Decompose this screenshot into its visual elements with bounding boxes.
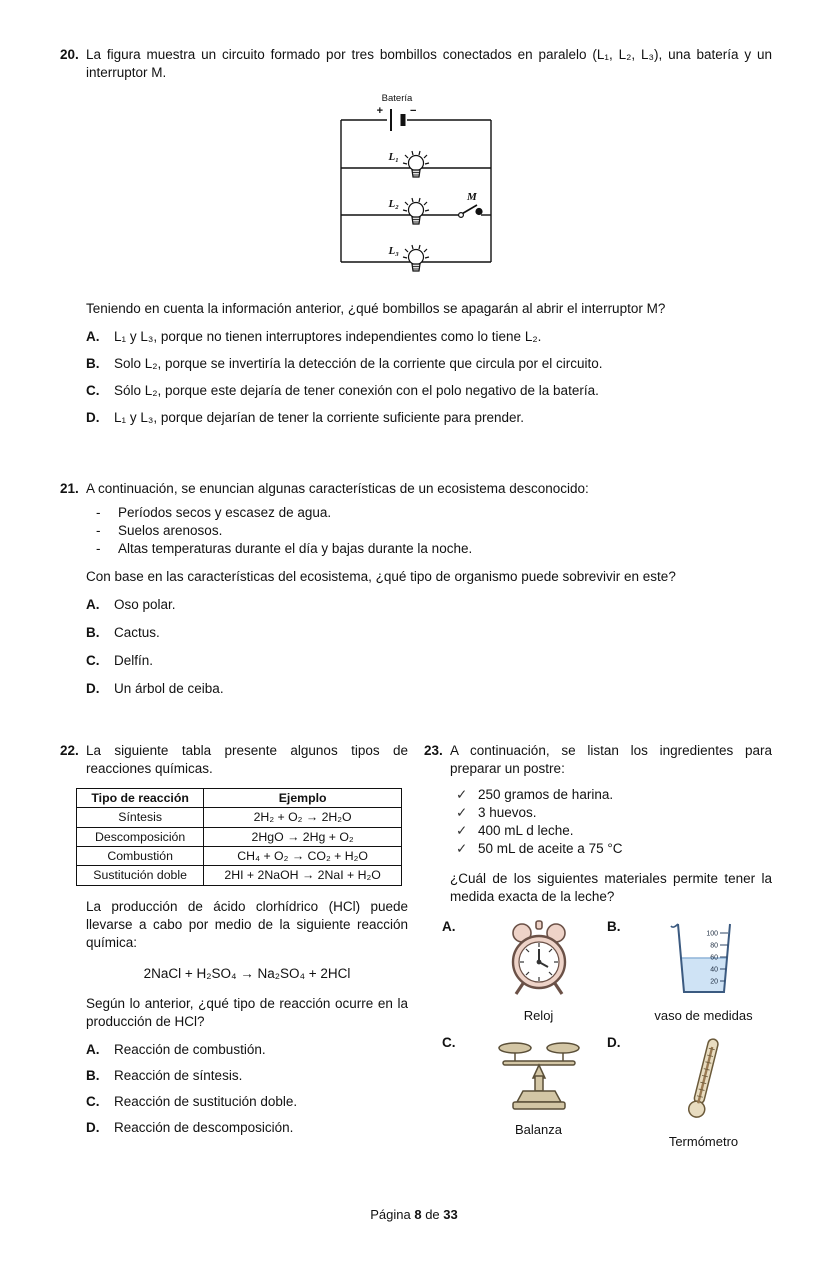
battery-minus-label: − <box>410 104 417 117</box>
checklist-item <box>456 840 772 858</box>
option-b <box>86 1067 408 1085</box>
question-20-options <box>86 328 772 427</box>
checklist-text: 250 gramos de harina. <box>478 786 614 802</box>
material-option-b <box>607 918 772 1024</box>
question-intro: La siguiente tabla presente algunos tipos de reacciones químicas. <box>86 743 408 776</box>
list-item <box>96 504 772 522</box>
material-caption: Reloj <box>523 1008 554 1024</box>
cup-scale-40: 40 <box>709 966 718 974</box>
reaction-type: Síntesis <box>77 808 204 827</box>
question-number: 21. <box>60 481 79 496</box>
reaction-example: 2HI + 2NaOH → 2NaI + H₂O <box>204 866 402 885</box>
option-text: Reacción de descomposición. <box>114 1120 294 1136</box>
footer-prefix: Página <box>370 1207 415 1222</box>
option-text: Delfín. <box>114 652 154 668</box>
option-text: Cactus. <box>114 624 160 640</box>
check-icon: ✓ <box>456 841 468 857</box>
list-item <box>96 522 772 540</box>
material-caption: vaso de medidas <box>654 1008 753 1024</box>
bulb-l3-icon <box>403 245 429 271</box>
option-text: L₁ y L₃, porque no tienen interruptores independientes como lo tiene L₂. <box>114 328 542 344</box>
option-text: Sólo L₂, porque este dejaría de tener conexión con el polo negativo de la batería. <box>114 382 599 398</box>
question-22-intro-row <box>60 742 408 778</box>
option-text: Reacción de síntesis. <box>114 1068 243 1084</box>
check-icon: ✓ <box>456 823 468 839</box>
material-figure <box>635 918 772 1024</box>
question-23-prompt: ¿Cuál de los siguientes materiales permite tener la medida exacta de la leche? <box>450 871 772 905</box>
table-row <box>77 866 402 885</box>
circuit-diagram-svg <box>311 90 521 286</box>
question-number: 23. <box>424 743 443 758</box>
option-letter: C. <box>442 1035 456 1051</box>
battery-plus-label: + <box>376 104 383 117</box>
ingredients-checklist <box>456 786 772 858</box>
bulb-l3-label: L₃ <box>388 244 399 257</box>
reaction-example: CH₄ + O₂ → CO₂ + H₂O <box>204 846 402 865</box>
option-letter: B. <box>607 919 621 935</box>
option-c <box>86 1093 408 1111</box>
question-intro: A continuación, se enuncian algunas características de un ecosistema desconocido: <box>86 481 589 496</box>
material-caption: Termómetro <box>668 1134 739 1150</box>
question-22-paragraph: La producción de ácido clorhídrico (HCl) puede llevarse a cabo por medio de la siguiente reacción química: <box>86 898 408 950</box>
bulb-l1-label: L₁ <box>388 150 399 163</box>
switch-m-symbol <box>459 191 483 217</box>
bulb-l1-icon <box>403 151 429 177</box>
reaction-type: Combustión <box>77 846 204 865</box>
material-figure <box>470 918 607 1024</box>
option-c <box>86 652 772 670</box>
question-23 <box>424 742 772 1151</box>
question-intro: A continuación, se listan los ingredientes para preparar un postre: <box>450 743 772 776</box>
cup-scale-20: 20 <box>709 978 718 986</box>
checklist-text: 400 mL d leche. <box>478 823 574 839</box>
question-20 <box>60 46 772 427</box>
question-21-options <box>86 596 772 698</box>
reaction-example: 2H₂ + O₂ → 2H₂O <box>204 808 402 827</box>
question-22-options <box>86 1041 408 1137</box>
question-21-prompt: Con base en las características del ecosistema, ¿qué tipo de organismo puede sobrevivir en este? <box>86 568 676 584</box>
bullet-dash: - <box>96 540 101 556</box>
material-options-grid <box>442 918 772 1150</box>
option-d <box>86 680 772 698</box>
check-icon: ✓ <box>456 804 468 820</box>
thermometer-image <box>680 1034 728 1126</box>
option-letter: B. <box>86 355 100 371</box>
question-22-prompt: Según lo anterior, ¿qué tipo de reacción ocurre en la producción de HCl? <box>86 996 408 1030</box>
table-row <box>77 846 402 865</box>
question-21-intro-row <box>60 480 772 498</box>
battery-symbol <box>377 93 417 131</box>
footer-middle: de <box>421 1207 444 1222</box>
option-a <box>86 596 772 614</box>
page-footer <box>0 1206 828 1223</box>
option-b <box>86 624 772 642</box>
checklist-item <box>456 786 772 804</box>
question-intro: La figura muestra un circuito formado por tres bombillos conectados en paralelo (L₁, L₂, L₃), una batería y un interruptor M. <box>86 47 772 80</box>
cup-scale-80: 80 <box>709 942 718 950</box>
question-number: 20. <box>60 47 79 62</box>
list-item <box>96 540 772 558</box>
cup-scale-100: 100 <box>705 930 718 938</box>
question-20-intro-row <box>60 46 772 82</box>
bullet-text: Suelos arenosos. <box>118 522 223 538</box>
table-row <box>77 808 402 827</box>
switch-m-label: M <box>467 190 477 203</box>
option-text: Un árbol de ceiba. <box>114 680 224 696</box>
option-text: Solo L₂, porque se invertiría la detección de la corriente que circula por el circuito. <box>114 355 603 371</box>
table-row <box>77 827 402 846</box>
battery-label: Batería <box>381 92 413 104</box>
bullet-text: Períodos secos y escasez de agua. <box>118 504 332 520</box>
material-figure <box>470 1034 607 1150</box>
option-c <box>86 382 772 400</box>
footer-total-pages: 33 <box>443 1207 458 1222</box>
ecosystem-characteristics-list <box>96 504 772 558</box>
option-letter: A. <box>86 328 100 344</box>
circuit-figure <box>311 90 521 286</box>
reaction-type: Sustitución doble <box>77 866 204 885</box>
question-22 <box>60 742 408 1151</box>
option-letter: D. <box>86 409 100 425</box>
checklist-text: 3 huevos. <box>478 804 537 820</box>
material-caption: Balanza <box>515 1122 562 1138</box>
option-text: Oso polar. <box>114 596 176 612</box>
table-header-tipo: Tipo de reacción <box>77 788 204 807</box>
checklist-item <box>456 822 772 840</box>
reaction-type: Descomposición <box>77 827 204 846</box>
checklist-item <box>456 804 772 822</box>
material-option-c <box>442 1034 607 1150</box>
material-option-d <box>607 1034 772 1150</box>
chemical-equation: 2NaCl + H₂SO₄ → Na₂SO₄ + 2HCl <box>143 966 351 982</box>
check-icon: ✓ <box>456 786 468 802</box>
bullet-text: Altas temperaturas durante el día y bajas durante la noche. <box>118 540 473 556</box>
reaction-types-table <box>76 788 402 886</box>
bulb-l2-label: L₂ <box>388 197 399 210</box>
option-letter: D. <box>607 1035 621 1051</box>
option-letter: C. <box>86 382 100 398</box>
measuring-cup-image <box>668 918 740 1000</box>
question-number: 22. <box>60 743 79 758</box>
option-a <box>86 328 772 346</box>
table-header-ejemplo: Ejemplo <box>204 788 402 807</box>
option-d <box>86 409 772 427</box>
balance-scale-image <box>493 1034 585 1114</box>
option-text: Reacción de combustión. <box>114 1042 266 1058</box>
option-a <box>86 1041 408 1059</box>
option-letter: B. <box>86 624 100 640</box>
material-figure <box>635 1034 772 1150</box>
option-letter: C. <box>86 652 100 668</box>
alarm-clock-image <box>503 918 575 1000</box>
two-column-section <box>60 742 772 1151</box>
cup-scale-60: 60 <box>709 954 718 962</box>
option-letter: A. <box>442 919 456 935</box>
option-letter: D. <box>86 1120 100 1136</box>
option-text: Reacción de sustitución doble. <box>114 1094 298 1110</box>
bullet-dash: - <box>96 522 101 538</box>
option-letter: A. <box>86 1042 100 1058</box>
reaction-example: 2HgO → 2Hg + O₂ <box>204 827 402 846</box>
option-letter: D. <box>86 680 100 696</box>
question-20-prompt: Teniendo en cuenta la información anterior, ¿qué bombillos se apagarán al abrir el interruptor M? <box>86 300 666 316</box>
bulb-l2-icon <box>403 198 429 224</box>
option-letter: B. <box>86 1068 100 1084</box>
checklist-text: 50 mL de aceite a 75 °C <box>478 841 623 857</box>
option-b <box>86 355 772 373</box>
materials-row-1 <box>442 918 772 1024</box>
footer-page-number: 8 <box>414 1207 422 1222</box>
materials-row-2 <box>442 1034 772 1150</box>
option-d <box>86 1119 408 1137</box>
bullet-dash: - <box>96 504 101 520</box>
option-letter: C. <box>86 1094 100 1110</box>
question-23-intro-row <box>424 742 772 778</box>
option-letter: A. <box>86 596 100 612</box>
option-text: L₁ y L₃, porque dejarían de tener la corriente suficiente para prender. <box>114 409 525 425</box>
material-option-a <box>442 918 607 1024</box>
question-21 <box>60 480 772 698</box>
